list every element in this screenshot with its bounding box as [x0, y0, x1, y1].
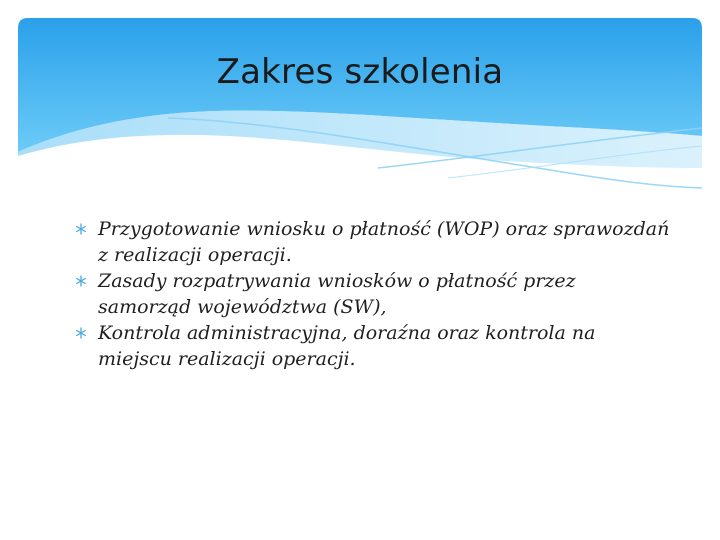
asterisk-bullet-icon — [72, 268, 90, 294]
bullet-text: Zasady rozpatrywania wniosków o płatność przez samorząd województwa (SW), — [98, 270, 576, 318]
list-item — [72, 216, 672, 268]
bullet-text: Kontrola administracyjna, doraźna oraz kontrola na miejscu realizacji operacji. — [98, 322, 596, 370]
slide-title: Zakres szkolenia — [216, 52, 504, 92]
bullet-text: Przygotowanie wniosku o płatność (WOP) oraz sprawozdań z realizacji operacji. — [98, 218, 670, 266]
asterisk-bullet-icon — [72, 320, 90, 346]
header-wave-graphic — [18, 18, 702, 200]
asterisk-bullet-icon — [72, 216, 90, 242]
bullet-list — [72, 216, 672, 372]
list-item — [72, 268, 672, 320]
header-banner — [18, 18, 702, 200]
list-item — [72, 320, 672, 372]
